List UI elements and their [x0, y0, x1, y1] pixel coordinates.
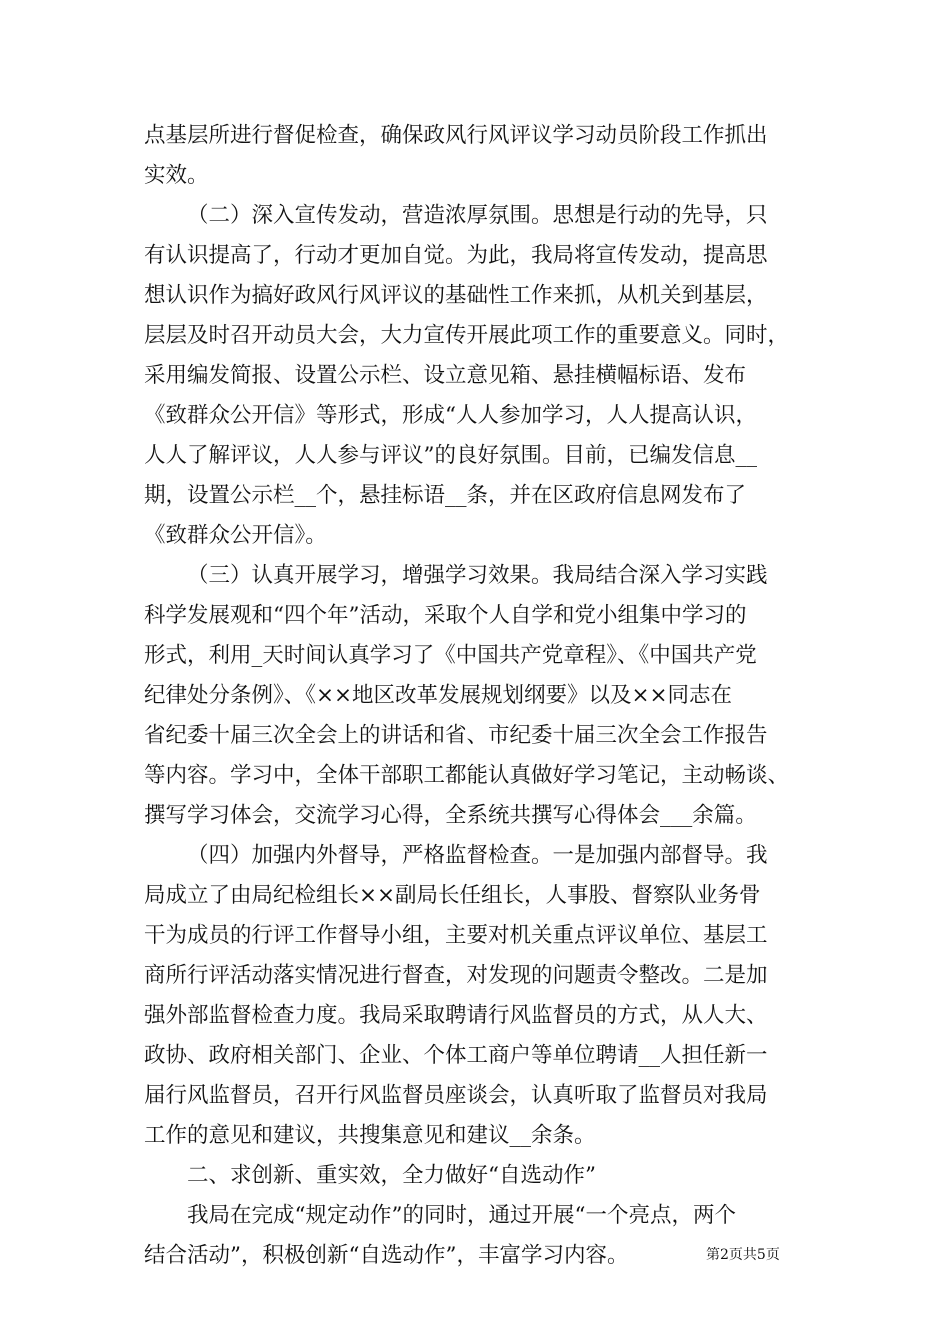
text-line: （三）认真开展学习，增强学习效果。我局结合深入学习实践	[187, 563, 768, 588]
text-line: 商所行评活动落实情况进行督查，对发现的问题责令整改。二是加	[144, 963, 768, 988]
text-line: 有认识提高了，行动才更加自觉。为此，我局将宣传发动，提高思	[144, 243, 768, 268]
text-line: 我局在完成“规定动作”的同时，通过开展“一个亮点，两个	[187, 1203, 736, 1228]
text-line: 省纪委十届三次全会上的讲话和省、市纪委十届三次全会工作报告	[144, 723, 768, 748]
text-line: 点基层所进行督促检查，确保政风行风评议学习动员阶段工作抓出	[144, 123, 768, 148]
text-line: 形式，利用_天时间认真学习了《中国共产党章程》、《中国共产党	[144, 643, 757, 668]
text-line: 《致群众公开信》等形式，形成“人人参加学习，人人提高认识，	[144, 403, 757, 428]
text-line: 采用编发简报、设置公示栏、设立意见箱、悬挂横幅标语、发布	[144, 363, 747, 388]
text-line: 实效。	[144, 163, 209, 188]
text-line: 届行风监督员，召开行风监督员座谈会，认真听取了监督员对我局	[144, 1083, 768, 1108]
text-line: 《致群众公开信》。	[144, 523, 327, 548]
text-line: 工作的意见和建议，共搜集意见和建议__余条。	[144, 1123, 596, 1148]
text-line: 撰写学习体会，交流学习心得，全系统共撰写心得体会___余篇。	[144, 803, 757, 828]
page-number: 第2页共5页	[706, 1247, 780, 1263]
text-line: 干为成员的行评工作督导小组，主要对机关重点评议单位、基层工	[144, 923, 768, 948]
document-body	[144, 116, 834, 1276]
text-line: 想认识作为搞好政风行风评议的基础性工作来抓，从机关到基层，	[144, 283, 768, 308]
text-line: 强外部监督检查力度。我局采取聘请行风监督员的方式，从人大、	[144, 1003, 768, 1028]
text-line: 局成立了由局纪检组长××副局长任组长，人事股、督察队业务骨	[144, 883, 761, 908]
text-line: 二、求创新、重实效，全力做好“自选动作”	[187, 1163, 596, 1188]
text-line: 等内容。学习中，全体干部职工都能认真做好学习笔记，主动畅谈、	[144, 763, 790, 788]
text-line: 纪律处分条例》、《××地区改革发展规划纲要》以及××同志在	[144, 683, 733, 708]
text-line: 结合活动”，积极创新“自选动作”，丰富学习内容。	[144, 1243, 629, 1268]
text-line: 期，设置公示栏__个，悬挂标语__条，并在区政府信息网发布了	[144, 483, 747, 508]
text-line: 政协、政府相关部门、企业、个体工商户等单位聘请__人担任新一	[144, 1043, 768, 1068]
text-line: （四）加强内外督导，严格监督检查。一是加强内部督导。我	[187, 843, 768, 868]
text-line: 人人了解评议，人人参与评议”的良好氛围。目前，已编发信息__	[144, 443, 757, 468]
text-line: 科学发展观和“四个年”活动，采取个人自学和党小组集中学习的	[144, 603, 747, 628]
text-line: 层层及时召开动员大会，大力宣传开展此项工作的重要意义。同时，	[144, 323, 790, 348]
text-line: （二）深入宣传发动，营造浓厚氛围。思想是行动的先导，只	[187, 203, 768, 228]
